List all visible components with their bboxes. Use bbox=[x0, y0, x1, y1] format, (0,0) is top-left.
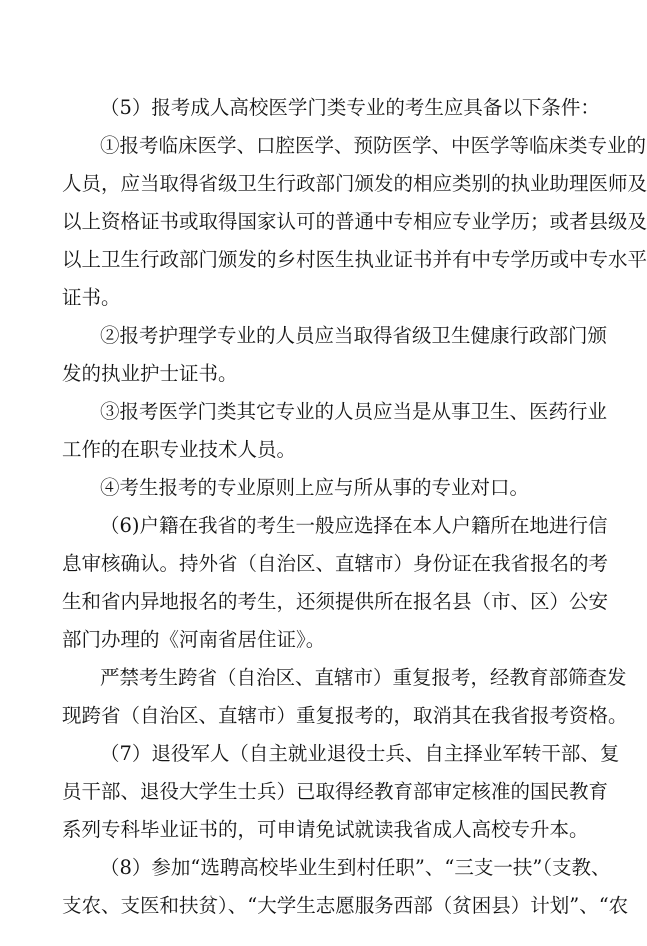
text-line-17: 现跨省（自治区、直辖市）重复报考的，取消其在我省报考资格。 bbox=[62, 704, 628, 727]
text-line-18: （7）退役军人（自主就业退役士兵、自主择业军转干部、复 bbox=[100, 742, 620, 765]
text-line-20: 系列专科毕业证书的，可申请免试就读我省成人高校专升本。 bbox=[62, 818, 589, 841]
text-line-3: 人员，应当取得省级卫生行政部门颁发的相应类别的执业助理医师及 bbox=[62, 172, 647, 195]
text-line-15: 部门办理的《河南省居住证》。 bbox=[62, 628, 326, 651]
text-line-12: （6)户籍在我省的考生一般应选择在本人户籍所在地进行信 bbox=[100, 514, 608, 537]
text-line-8: 发的执业护士证书。 bbox=[62, 362, 238, 385]
text-line-16: 严禁考生跨省（自治区、直辖市）重复报考，经教育部筛查发 bbox=[100, 666, 627, 689]
text-line-9: ③报考医学门类其它专业的人员应当是从事卫生、医药行业 bbox=[100, 400, 608, 423]
text-line-6: 证书。 bbox=[62, 286, 121, 309]
text-line-5: 以上卫生行政部门颁发的乡村医生执业证书并有中专学历或中专水平 bbox=[62, 248, 647, 271]
text-line-21: （8）参加“选聘高校毕业生到村任职”、“三支一扶”（支教、 bbox=[100, 856, 611, 879]
text-line-22: 支农、支医和扶贫）、“大学生志愿服务西部（贫困县）计划”、“农 bbox=[62, 894, 629, 917]
text-line-7: ②报考护理学专业的人员应当取得省级卫生健康行政部门颁 bbox=[100, 324, 608, 347]
text-line-10: 工作的在职专业技术人员。 bbox=[62, 438, 297, 461]
text-line-4: 以上资格证书或取得国家认可的普通中专相应专业学历；或者县级及 bbox=[62, 210, 647, 233]
text-line-13: 息审核确认。持外省（自治区、直辖市）身份证在我省报名的考 bbox=[62, 552, 609, 575]
text-line-11: ④考生报考的专业原则上应与所从事的专业对口。 bbox=[100, 476, 530, 499]
text-line-2: ①报考临床医学、口腔医学、预防医学、中医学等临床类专业的 bbox=[100, 134, 647, 157]
text-line-14: 生和省内异地报名的考生，还须提供所在报名县（市、区）公安 bbox=[62, 590, 609, 613]
text-line-19: 员干部、退役大学生士兵）已取得经教育部审定核准的国民教育 bbox=[62, 780, 609, 803]
text-line-1: （5）报考成人高校医学门类专业的考生应具备以下条件： bbox=[100, 96, 600, 119]
